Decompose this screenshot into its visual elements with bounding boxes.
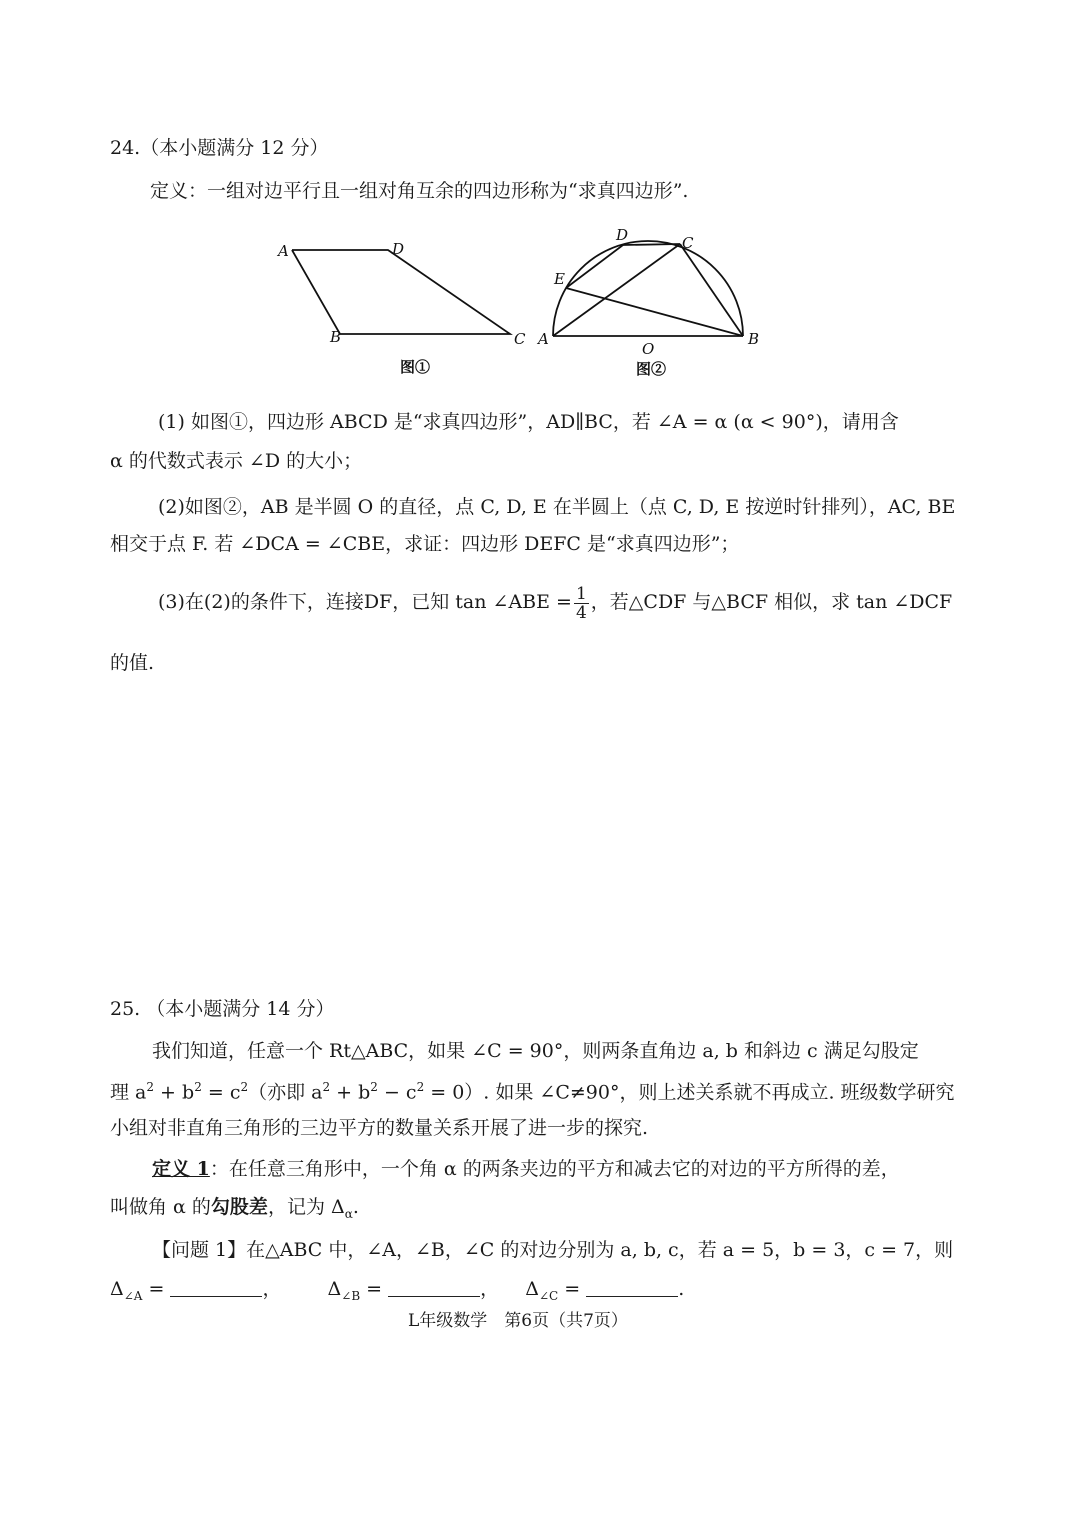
fig1-label-b: B: [330, 328, 342, 346]
text-segment: 理 a: [110, 1081, 147, 1104]
fraction-one-quarter: [574, 585, 589, 622]
fraction-denominator: 4: [575, 602, 587, 623]
q24-definition: 定义：一组对边平行且一组对角互余的四边形称为“求真四边形”.: [150, 180, 689, 202]
text-segment: ，: [262, 1278, 282, 1300]
subscript: α: [344, 1206, 353, 1221]
answer-blank-b[interactable]: [388, 1278, 480, 1297]
text-segment: （亦即 a: [248, 1081, 323, 1104]
q25-definition1-line2: [110, 1194, 359, 1227]
quadrilateral-abcd: [292, 250, 510, 334]
segment-dc: [623, 244, 680, 245]
q25-problem1: 【问题 1】在△ABC 中，∠A，∠B，∠C 的对边分别为 a, b, c，若 a = 5，b = 3，c = 7，则: [152, 1239, 954, 1261]
text-segment: − c: [377, 1081, 417, 1104]
fig1-caption: 图①: [400, 358, 431, 376]
text-segment: =: [558, 1278, 587, 1300]
q25-intro-line2: [110, 1074, 955, 1105]
q25-definition1-line1: [152, 1156, 900, 1182]
segment-ed: [566, 245, 623, 288]
fraction-numerator: 1: [575, 583, 587, 604]
q24-part3-post: ，若△CDF 与△BCF 相似，求 tan ∠DCF: [590, 591, 953, 613]
text-segment: ，: [480, 1278, 500, 1300]
exponent: 2: [322, 1080, 331, 1094]
text-segment: + b: [154, 1081, 195, 1104]
q24-part2-line2: 相交于点 F. 若 ∠DCA = ∠CBE，求证：四边形 DEFC 是“求真四边形”；: [110, 533, 740, 555]
text-segment: .: [352, 1196, 359, 1218]
q25-answer-blanks: [110, 1276, 684, 1309]
fig2-label-d: D: [616, 226, 629, 244]
delta-symbol: Δ: [525, 1278, 539, 1300]
exponent: 2: [240, 1080, 249, 1094]
text-segment: 叫做角 α 的: [110, 1196, 211, 1218]
exponent: 2: [194, 1080, 202, 1094]
fig2-label-b: B: [748, 330, 760, 348]
semicircle-o: [553, 241, 743, 336]
q24-part3-line2: 的值.: [110, 652, 155, 674]
text-segment: =: [360, 1278, 389, 1300]
q24-header: 24.（本小题满分 12 分）: [110, 137, 329, 159]
delta-symbol: Δ: [110, 1278, 124, 1300]
definition1-text: ：在任意三角形中，一个角 α 的两条夹边的平方和减去它的对边的平方所得的差，: [209, 1158, 900, 1180]
fig2-label-a: A: [538, 330, 549, 348]
q24-part1-line1: (1) 如图①，四边形 ABCD 是“求真四边形”，AD∥BC，若 ∠A = α (α < 90°)，请用含: [158, 411, 899, 433]
text-segment: = c: [201, 1081, 241, 1104]
exponent: 2: [416, 1080, 425, 1094]
fig2-caption: 图②: [636, 360, 667, 378]
q24-part2-line1: (2)如图②，AB 是半圆 O 的直径，点 C, D, E 在半圆上（点 C, D, E 按逆时针排列），AC, BE: [158, 496, 956, 518]
q24-part3-pre: (3)在(2)的条件下，连接DF，已知 tan ∠ABE =: [158, 591, 572, 613]
q25-intro-line3: 小组对非直角三角形的三边平方的数量关系开展了进一步的探究.: [110, 1117, 649, 1139]
q24-figures: [270, 222, 790, 382]
figure-2: [536, 226, 759, 378]
text-segment: + b: [330, 1081, 371, 1104]
q24-part3-line1: [158, 580, 952, 624]
fig1-label-a: A: [278, 242, 289, 260]
segment-eb: [566, 288, 743, 336]
fig1-label-c: C: [514, 330, 526, 348]
text-segment: =: [142, 1278, 171, 1300]
fig2-label-o: O: [642, 340, 655, 358]
definition1-label: 定义 1: [152, 1158, 210, 1180]
answer-blank-a[interactable]: [170, 1278, 262, 1297]
subscript: ∠A: [123, 1288, 143, 1303]
text-segment: ，记为 Δ: [267, 1196, 345, 1218]
exponent: 2: [146, 1080, 155, 1094]
fig1-label-d: D: [392, 240, 405, 258]
text-segment: = 0）. 如果 ∠C≠90°，则上述关系就不再成立. 班级数学研究: [424, 1081, 955, 1104]
fig2-label-c: C: [682, 234, 694, 252]
q24-part1-line2: α 的代数式表示 ∠D 的大小；: [110, 450, 363, 472]
term-gougu-difference: 勾股差: [210, 1196, 268, 1218]
exponent: 2: [370, 1080, 378, 1094]
text-segment: .: [678, 1278, 685, 1300]
delta-symbol: Δ: [327, 1278, 342, 1300]
page-footer: L年级数学 第6页（共7页）: [408, 1311, 628, 1331]
figure-1: [276, 240, 526, 376]
q25-header: 25. （本小题满分 14 分）: [110, 998, 335, 1020]
fig2-label-e: E: [554, 270, 565, 288]
subscript: ∠B: [341, 1288, 361, 1303]
answer-blank-c[interactable]: [586, 1278, 678, 1297]
q25-intro-line1: 我们知道，任意一个 Rt△ABC，如果 ∠C = 90°，则两条直角边 a, b 和斜边 c 满足勾股定: [152, 1040, 919, 1062]
subscript: ∠C: [538, 1288, 559, 1303]
